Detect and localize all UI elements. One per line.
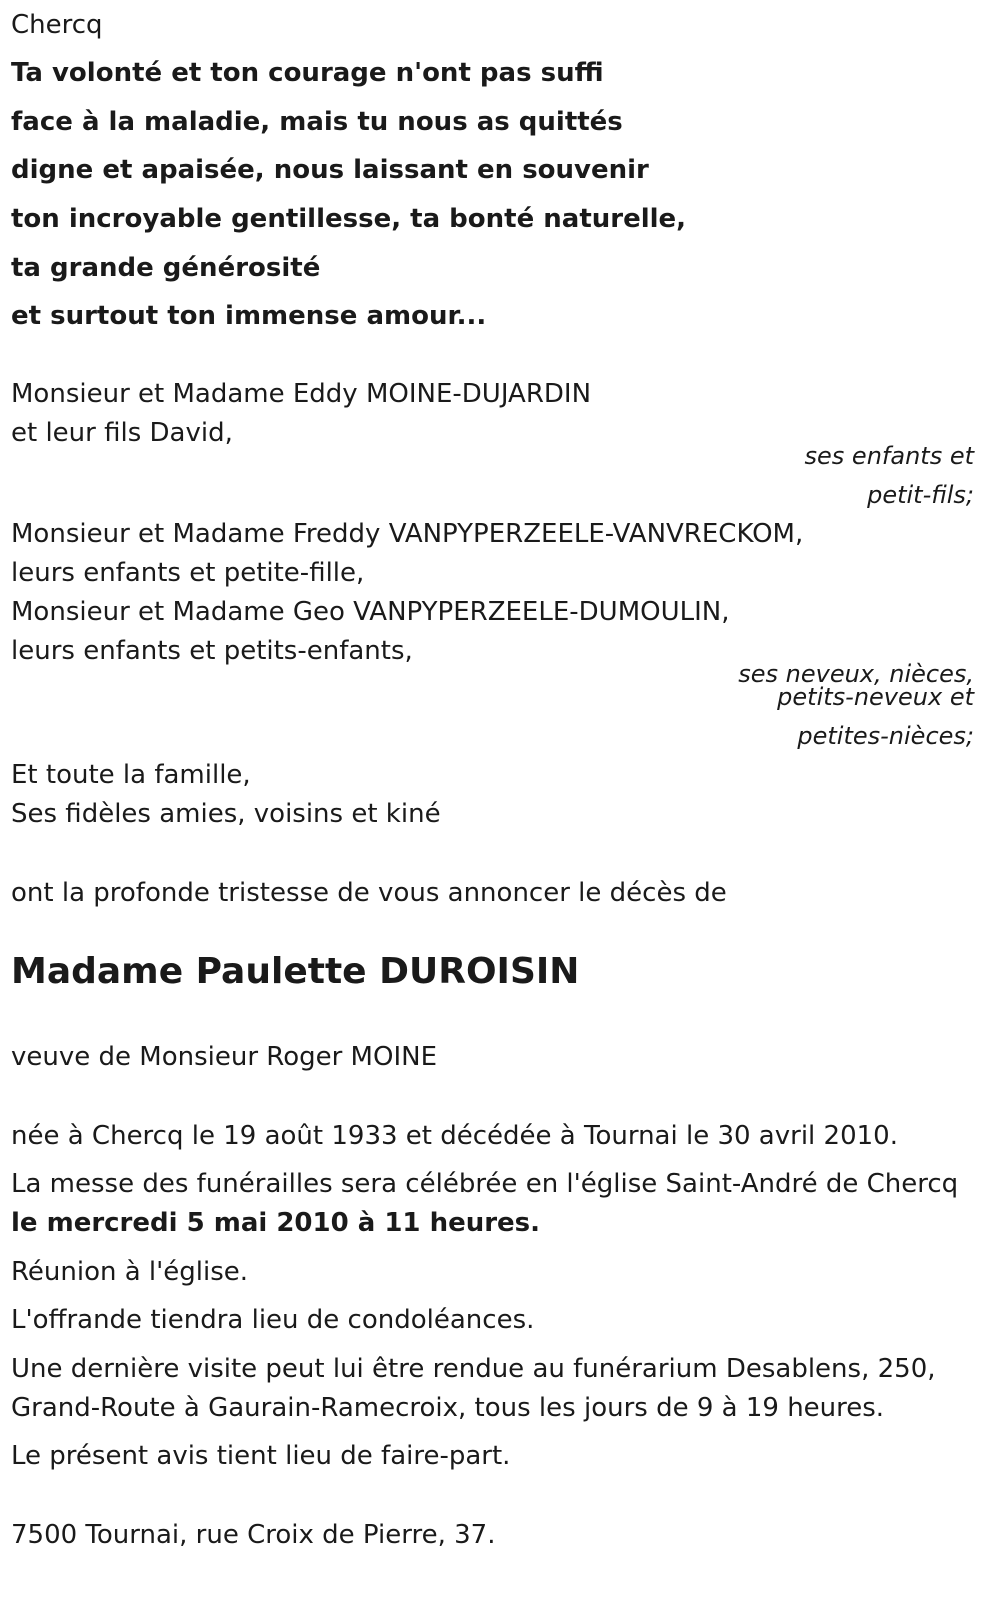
notice-text: Le présent avis tient lieu de faire-part.: [11, 1441, 511, 1471]
others-line: Ses fidèles amies, voisins et kiné: [11, 799, 441, 829]
announcement-text: ont la profonde tristesse de vous annoncer le décès de: [11, 878, 727, 908]
poem-line: face à la maladie, mais tu nous as quittés: [11, 107, 623, 137]
funeral-info: La messe des funérailles sera célébrée en l'église Saint-André de Chercq: [11, 1169, 959, 1199]
meeting-info: Réunion à l'église.: [11, 1257, 249, 1287]
offering-info: L'offrande tiendra lieu de condoléances.: [11, 1305, 535, 1335]
relation-label: ses enfants et: [804, 442, 974, 470]
others-line: Et toute la famille,: [11, 760, 251, 790]
relation-label: petits-neveux et: [777, 683, 974, 711]
widow-of: veuve de Monsieur Roger MOINE: [11, 1042, 437, 1072]
poem-line: ton incroyable gentillesse, ta bonté naturelle,: [11, 204, 687, 234]
birth-death: née à Chercq le 19 août 1933 et décédée à Tournai le 30 avril 2010.: [11, 1121, 898, 1151]
location-heading: Chercq: [11, 10, 103, 40]
family-children-line: Monsieur et Madame Eddy MOINE-DUJARDIN: [11, 379, 592, 409]
family-nephews-line: leurs enfants et petite-fille,: [11, 558, 365, 588]
relation-label: petites-nièces;: [797, 722, 974, 750]
funeral-date: le mercredi 5 mai 2010 à 11 heures.: [11, 1208, 541, 1238]
poem-line: Ta volonté et ton courage n'ont pas suffi: [11, 58, 604, 88]
poem-line: et surtout ton immense amour...: [11, 301, 487, 331]
family-nephews-line: leurs enfants et petits-enfants,: [11, 636, 413, 666]
family-children-line: et leur fils David,: [11, 418, 233, 448]
poem-line: ta grande générosité: [11, 253, 321, 283]
poem-line: digne et apaisée, nous laissant en souvenir: [11, 155, 649, 185]
visit-info: Une dernière visite peut lui être rendue au funérarium Desablens, 250,: [11, 1354, 936, 1384]
relation-label: petit-fils;: [867, 481, 974, 509]
family-nephews-line: Monsieur et Madame Geo VANPYPERZEELE-DUMOULIN,: [11, 597, 730, 627]
deceased-name: Madame Paulette DUROISIN: [11, 951, 580, 992]
family-nephews-line: Monsieur et Madame Freddy VANPYPERZEELE-VANVRECKOM,: [11, 519, 804, 549]
relation-label: ses neveux, nièces,: [738, 660, 974, 688]
visit-info: Grand-Route à Gaurain-Ramecroix, tous les jours de 9 à 19 heures.: [11, 1393, 885, 1423]
address: 7500 Tournai, rue Croix de Pierre, 37.: [11, 1520, 496, 1550]
